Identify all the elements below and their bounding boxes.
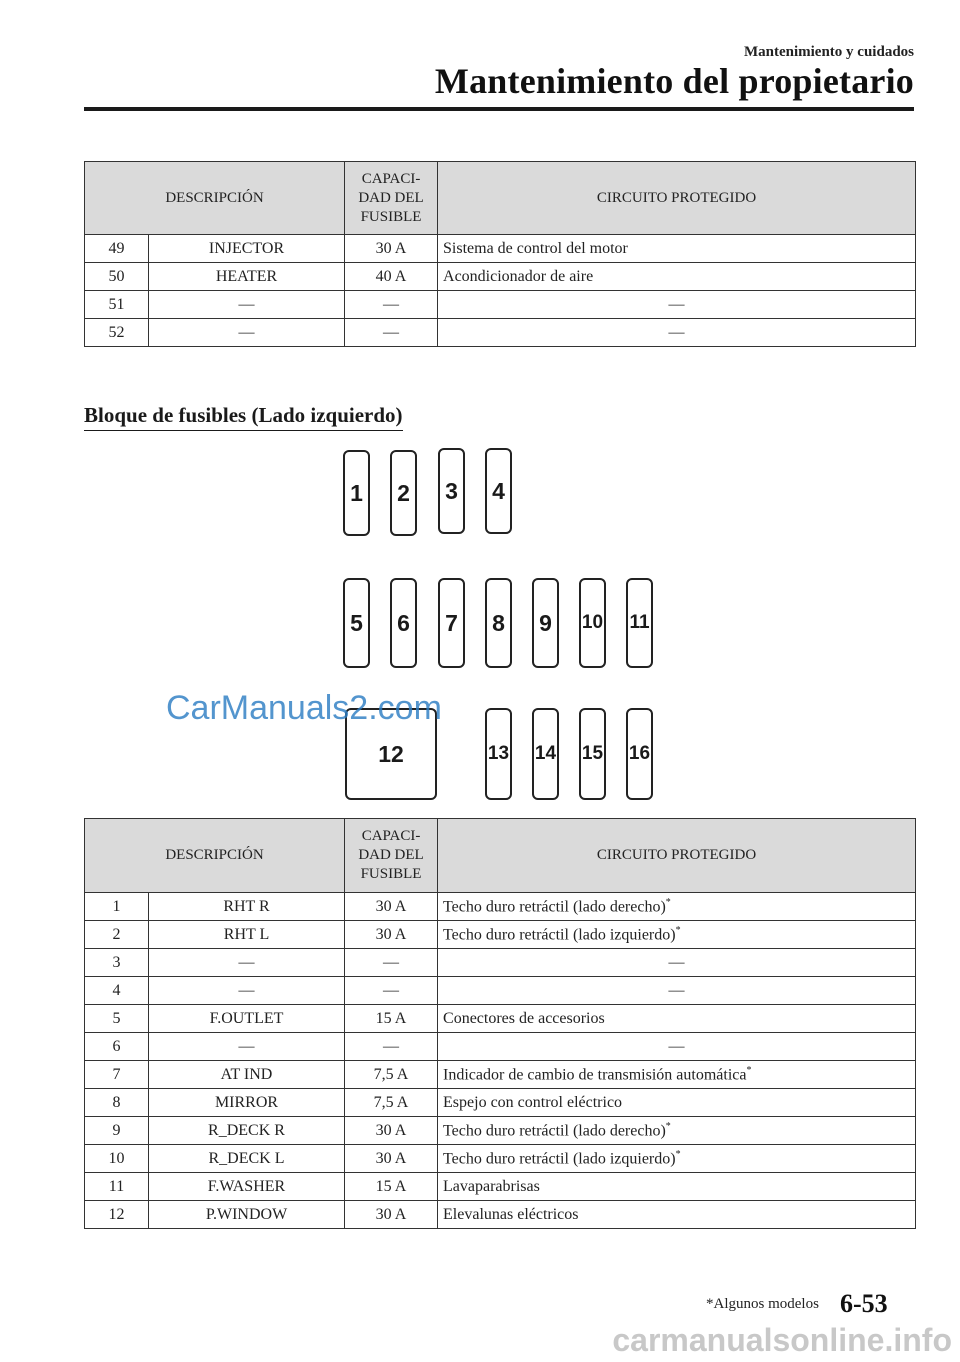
asterisk-note: *	[746, 1064, 752, 1076]
fuse-table-top	[84, 161, 916, 347]
fuse-description-cell: RHT L	[149, 921, 345, 949]
protected-circuit-cell: Techo duro retráctil (lado izquierdo)*	[438, 921, 916, 949]
fuse-slot-14: 14	[532, 708, 559, 800]
protected-circuit-cell: —	[438, 949, 916, 977]
fuse-slot-6: 6	[390, 578, 417, 668]
fuse-table-bottom	[84, 818, 916, 1229]
fuse-number-cell: 1	[85, 893, 149, 921]
fuse-description-cell: —	[149, 977, 345, 1005]
fuse-description-cell: P.WINDOW	[149, 1201, 345, 1229]
asterisk-note: *	[665, 1120, 671, 1132]
footnote: *Algunos modelos	[706, 1296, 819, 1312]
table-row	[85, 1173, 916, 1201]
protected-circuit-cell: —	[438, 319, 916, 347]
fuse-number-cell: 5	[85, 1005, 149, 1033]
table-row	[85, 263, 916, 291]
fuse-slot-11: 11	[626, 578, 653, 668]
fuse-slot-5: 5	[343, 578, 370, 668]
header-rule	[84, 107, 914, 111]
fuse-number-cell: 11	[85, 1173, 149, 1201]
header-descripcion: DESCRIPCIÓN	[85, 162, 345, 235]
fuse-description-cell: —	[149, 949, 345, 977]
fuse-number-cell: 4	[85, 977, 149, 1005]
table-row	[85, 235, 916, 263]
fuse-capacity-cell: 30 A	[345, 893, 438, 921]
fuse-slot-9: 9	[532, 578, 559, 668]
table-row	[85, 1089, 916, 1117]
header-circuito: CIRCUITO PROTEGIDO	[438, 819, 916, 893]
table-row	[85, 1117, 916, 1145]
fuse-number-cell: 10	[85, 1145, 149, 1173]
fuse-capacity-cell: 7,5 A	[345, 1089, 438, 1117]
fuse-capacity-cell: 30 A	[345, 1145, 438, 1173]
fuse-description-cell: F.WASHER	[149, 1173, 345, 1201]
table-row	[85, 319, 916, 347]
fuse-slot-4: 4	[485, 448, 512, 534]
fuse-number-cell: 52	[85, 319, 149, 347]
fuse-slot-7: 7	[438, 578, 465, 668]
header-circuito: CIRCUITO PROTEGIDO	[438, 162, 916, 235]
fuse-description-cell: AT IND	[149, 1061, 345, 1089]
table-row	[85, 949, 916, 977]
fuse-slot-8: 8	[485, 578, 512, 668]
fuse-capacity-cell: 15 A	[345, 1173, 438, 1201]
fuse-capacity-cell: 30 A	[345, 235, 438, 263]
fuse-description-cell: F.OUTLET	[149, 1005, 345, 1033]
protected-circuit-cell: Techo duro retráctil (lado izquierdo)*	[438, 1145, 916, 1173]
watermark: CarManuals2.com	[166, 689, 442, 727]
table-row	[85, 1033, 916, 1061]
fuse-capacity-cell: —	[345, 319, 438, 347]
fuse-number-cell: 7	[85, 1061, 149, 1089]
table-row	[85, 1145, 916, 1173]
fuse-description-cell: INJECTOR	[149, 235, 345, 263]
fuse-number-cell: 49	[85, 235, 149, 263]
section-title: Bloque de fusibles (Lado izquierdo)	[84, 403, 403, 431]
page-title: Mantenimiento del propietario	[434, 61, 914, 101]
asterisk-note: *	[675, 1148, 681, 1160]
fuse-description-cell: R_DECK R	[149, 1117, 345, 1145]
fuse-capacity-cell: 7,5 A	[345, 1061, 438, 1089]
fuse-slot-12: 12	[345, 708, 437, 800]
fuse-capacity-cell: —	[345, 1033, 438, 1061]
protected-circuit-cell: Sistema de control del motor	[438, 235, 916, 263]
fuse-description-cell: HEATER	[149, 263, 345, 291]
asterisk-note: *	[665, 896, 671, 908]
header-section-label: Mantenimiento y cuidados	[743, 44, 914, 60]
fuse-capacity-cell: 30 A	[345, 1201, 438, 1229]
fuse-capacity-cell: 30 A	[345, 1117, 438, 1145]
fuse-description-cell: R_DECK L	[149, 1145, 345, 1173]
fuse-slot-10: 10	[579, 578, 606, 668]
protected-circuit-cell: Techo duro retráctil (lado derecho)*	[438, 893, 916, 921]
fuse-number-cell: 8	[85, 1089, 149, 1117]
header-capacidad: CAPACI- DAD DEL FUSIBLE	[345, 162, 438, 235]
protected-circuit-cell: —	[438, 1033, 916, 1061]
table-row	[85, 291, 916, 319]
protected-circuit-cell: —	[438, 291, 916, 319]
protected-circuit-cell: Techo duro retráctil (lado derecho)*	[438, 1117, 916, 1145]
table-row	[85, 977, 916, 1005]
fuse-capacity-cell: —	[345, 977, 438, 1005]
fuse-number-cell: 9	[85, 1117, 149, 1145]
protected-circuit-cell: —	[438, 977, 916, 1005]
table-row	[85, 921, 916, 949]
table-row	[85, 893, 916, 921]
fuse-slot-2: 2	[390, 450, 417, 536]
table-row	[85, 1201, 916, 1229]
fuse-capacity-cell: 30 A	[345, 921, 438, 949]
fuse-number-cell: 51	[85, 291, 149, 319]
site-watermark: carmanualsonline.info	[612, 1322, 952, 1358]
protected-circuit-cell: Espejo con control eléctrico	[438, 1089, 916, 1117]
fuse-slot-13: 13	[485, 708, 512, 800]
header-descripcion: DESCRIPCIÓN	[85, 819, 345, 893]
fuse-description-cell: RHT R	[149, 893, 345, 921]
fuse-number-cell: 2	[85, 921, 149, 949]
fuse-number-cell: 6	[85, 1033, 149, 1061]
fuse-number-cell: 3	[85, 949, 149, 977]
protected-circuit-cell: Acondicionador de aire	[438, 263, 916, 291]
fuse-description-cell: —	[149, 1033, 345, 1061]
fuse-block-diagram	[330, 440, 670, 810]
table-row	[85, 1005, 916, 1033]
protected-circuit-cell: Indicador de cambio de transmisión automática*	[438, 1061, 916, 1089]
protected-circuit-cell: Conectores de accesorios	[438, 1005, 916, 1033]
page-number: 6-53	[840, 1289, 888, 1318]
fuse-capacity-cell: —	[345, 949, 438, 977]
fuse-description-cell: MIRROR	[149, 1089, 345, 1117]
fuse-number-cell: 12	[85, 1201, 149, 1229]
fuse-slot-16: 16	[626, 708, 653, 800]
fuse-slot-3: 3	[438, 448, 465, 534]
fuse-slot-15: 15	[579, 708, 606, 800]
protected-circuit-cell: Elevalunas eléctricos	[438, 1201, 916, 1229]
fuse-slot-1: 1	[343, 450, 370, 536]
fuse-description-cell: —	[149, 291, 345, 319]
table-row	[85, 1061, 916, 1089]
fuse-number-cell: 50	[85, 263, 149, 291]
asterisk-note: *	[675, 924, 681, 936]
fuse-capacity-cell: —	[345, 291, 438, 319]
protected-circuit-cell: Lavaparabrisas	[438, 1173, 916, 1201]
fuse-capacity-cell: 40 A	[345, 263, 438, 291]
fuse-capacity-cell: 15 A	[345, 1005, 438, 1033]
header-capacidad: CAPACI- DAD DEL FUSIBLE	[345, 819, 438, 893]
fuse-description-cell: —	[149, 319, 345, 347]
